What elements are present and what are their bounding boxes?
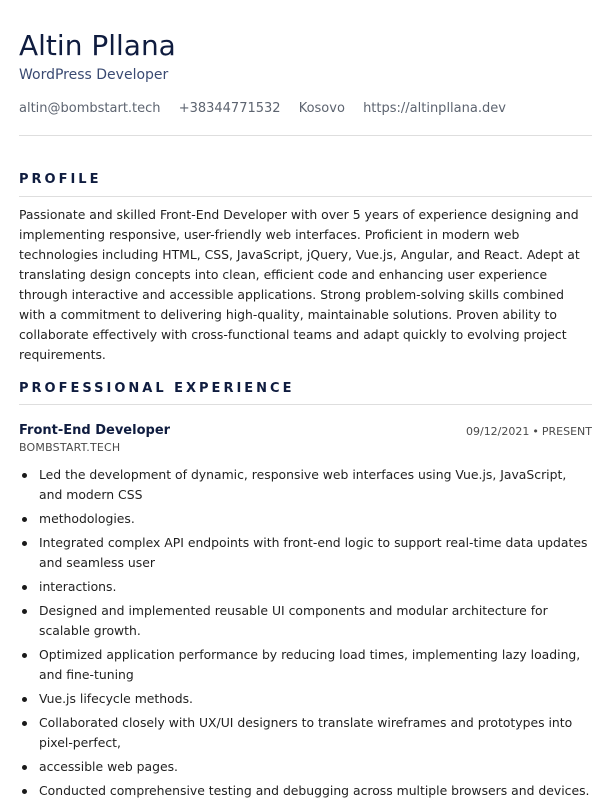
bullet-text: Integrated complex API endpoints with front-end logic to support real-time data updates and seamless user (39, 535, 588, 570)
contact-location: Kosovo (298, 101, 345, 116)
bullet-icon (22, 697, 27, 702)
experience-heading: PROFESSIONAL EXPERIENCE (19, 381, 295, 396)
bullet-icon (22, 473, 27, 478)
job-bullet-list (19, 465, 592, 805)
bullet-text: Collaborated closely with UX/UI designers to translate wireframes and prototypes into pixel-perfect, (39, 715, 573, 750)
bullet-icon (22, 721, 27, 726)
candidate-title: WordPress Developer (19, 67, 169, 83)
bullet-icon (22, 653, 27, 658)
bullet-icon (22, 585, 27, 590)
bullet-text: Designed and implemented reusable UI components and modular architecture for scalable growth. (39, 603, 548, 638)
job-role: Front-End Developer (19, 423, 171, 438)
bullet-icon (22, 541, 27, 546)
profile-heading: PROFILE (19, 172, 102, 187)
bullet-text: accessible web pages. (39, 759, 178, 774)
job-dates (466, 424, 592, 440)
job-end-date: PRESENT (541, 425, 592, 438)
divider (19, 135, 592, 136)
contact-phone[interactable]: +38344771532 (178, 101, 281, 116)
list-item (19, 757, 592, 777)
contact-email[interactable]: altin@bombstart.tech (19, 101, 161, 116)
list-item (19, 781, 592, 801)
job-company: BOMBSTART.TECH (19, 441, 121, 454)
profile-summary: Passionate and skilled Front-End Developer with over 5 years of experience designing and implementing responsive, user-friendly web interfaces. Proficient in modern web technologies including HTML, CSS, JavaScript, jQuery, Vue.js, Angular, and React. Adept at translating design concepts into clean, efficient code and enhancing user experience through interactive and accessible applications. Strong problem-solving skills combined with a commitment to delivering high-quality, maintainable solutions. Proven ability to collaborate effectively with cross-functional teams and adapt quickly to evolving project requirements. (19, 207, 580, 362)
date-separator: • (532, 425, 539, 438)
bullet-text: Led the development of dynamic, responsive web interfaces using Vue.js, JavaScript, and modern CSS (39, 467, 567, 502)
bullet-icon (22, 609, 27, 614)
bullet-text: Optimized application performance by reducing load times, implementing lazy loading, and fine-tuning (39, 647, 581, 682)
list-item (19, 533, 592, 573)
list-item (19, 465, 592, 505)
bullet-icon (22, 765, 27, 770)
job-start-date: 09/12/2021 (465, 425, 530, 438)
contact-website[interactable]: https://altinpllana.dev (363, 101, 506, 116)
divider (19, 404, 592, 405)
candidate-name: Altin Pllana (19, 29, 176, 62)
list-item (19, 645, 592, 685)
bullet-text: Conducted comprehensive testing and debugging across multiple browsers and devices. (39, 783, 590, 798)
list-item (19, 509, 592, 529)
job-entry-header (19, 422, 592, 458)
bullet-icon (22, 517, 27, 522)
contact-line (19, 100, 506, 118)
divider (19, 196, 592, 197)
list-item (19, 601, 592, 641)
list-item (19, 713, 592, 753)
list-item (19, 689, 592, 709)
bullet-text: interactions. (39, 579, 117, 594)
bullet-text: Vue.js lifecycle methods. (39, 691, 193, 706)
bullet-text: methodologies. (39, 511, 135, 526)
list-item (19, 577, 592, 597)
bullet-icon (22, 789, 27, 794)
